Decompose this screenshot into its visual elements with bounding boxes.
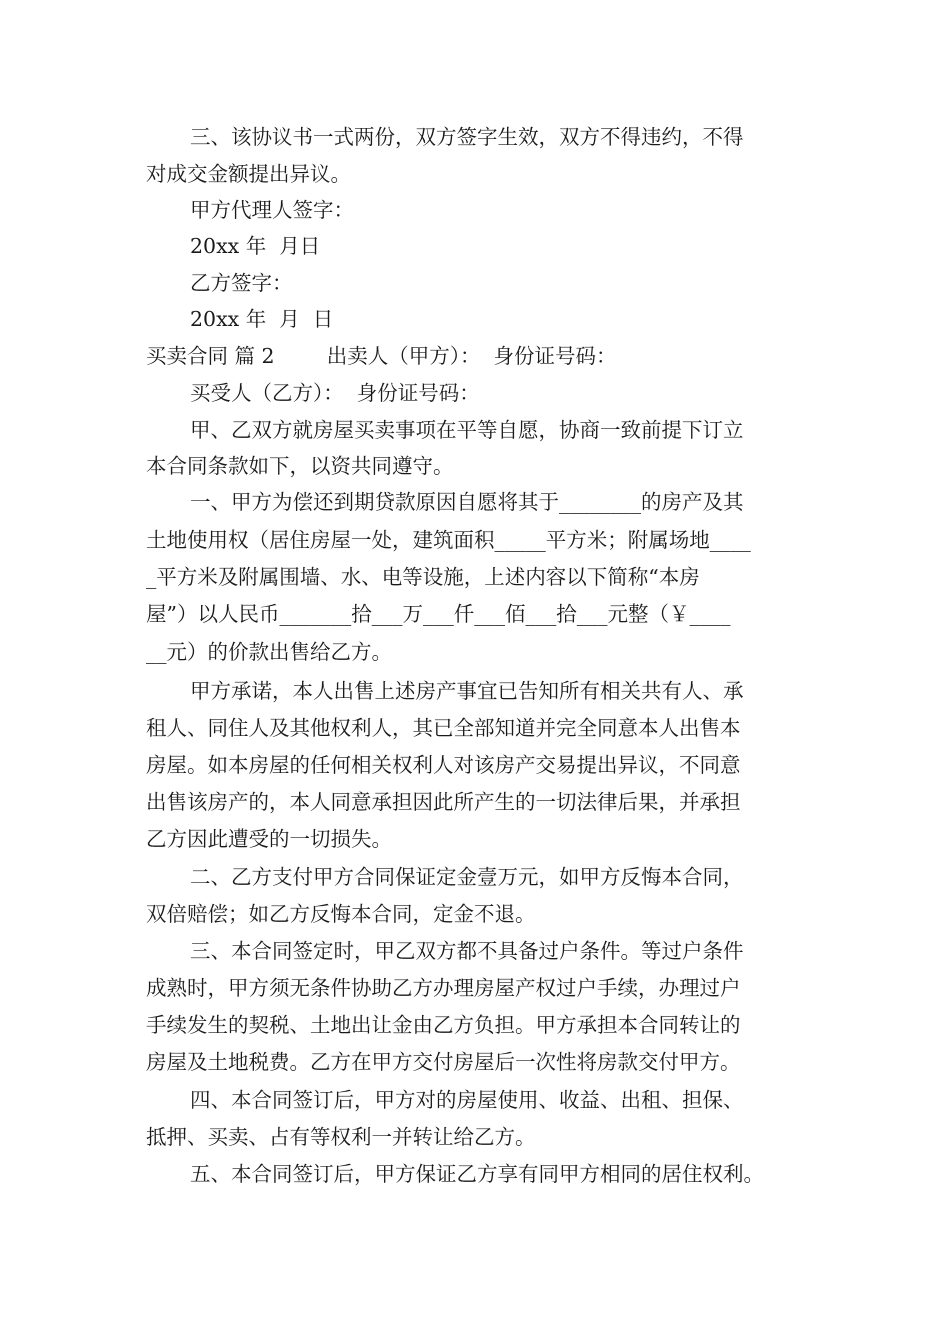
text-line: 甲、乙双方就房屋买卖事项在平等自愿，协商一致前提下订立 (190, 418, 744, 442)
text-line: 20xx 年 月日 (190, 234, 321, 258)
text-line: 房屋及土地税费。乙方在甲方交付房屋后一次性将房款交付甲方。 (146, 1050, 741, 1074)
text-line: 20xx 年 月 日 (190, 307, 334, 331)
text-line: 二、乙方支付甲方合同保证定金壹万元，如甲方反悔本合同， (190, 865, 744, 889)
text-line: 抵押、买卖、占有等权利一并转让给乙方。 (146, 1125, 536, 1149)
text-line: 出售该房产的，本人同意承担因此所产生的一切法律后果，并承担 (146, 790, 741, 814)
text-line: 双倍赔偿；如乙方反悔本合同，定金不退。 (146, 902, 536, 926)
text-line: 屋”）以人民币_______拾___万___仟___佰___拾___元整（￥____ (146, 602, 731, 626)
text-line: 五、本合同签订后，甲方保证乙方享有同甲方相同的居住权利。 (190, 1162, 764, 1186)
text-line: 一、甲方为偿还到期贷款原因自愿将其于________的房产及其 (190, 490, 744, 514)
text-line: 三、该协议书一式两份，双方签字生效，双方不得违约，不得 (190, 125, 744, 149)
section-heading-line: 买卖合同 篇 2 出卖人（甲方）： 身份证号码： (146, 344, 617, 368)
text-line: 乙方签字： (190, 271, 293, 295)
text-line: 成熟时，甲方须无条件协助乙方办理房屋产权过户手续，办理过户 (146, 976, 741, 1000)
text-line: 租人、同住人及其他权利人，其已全部知道并完全同意本人出售本 (146, 716, 741, 740)
text-line: 三、本合同签定时，甲乙双方都不具备过户条件。等过户条件 (190, 939, 744, 963)
text-line: __元）的价款出售给乙方。 (146, 640, 392, 664)
text-line: _平方米及附属围墙、水、电等设施，上述内容以下简称“本房 (146, 565, 700, 589)
text-line: 房屋。如本房屋的任何相关权利人对该房产交易提出异议，不同意 (146, 753, 741, 777)
text-line: 土地使用权（居住房屋一处，建筑面积_____平方米；附属场地____ (146, 528, 751, 552)
text-line: 手续发生的契税、土地出让金由乙方负担。甲方承担本合同转让的 (146, 1013, 741, 1037)
text-line: 四、本合同签订后，甲方对的房屋使用、收益、出租、担保、 (190, 1088, 744, 1112)
text-line: 买受人（乙方）： 身份证号码： (190, 381, 480, 405)
text-line: 本合同条款如下，以资共同遵守。 (146, 454, 454, 478)
text-line: 甲方承诺，本人出售上述房产事宜已告知所有相关共有人、承 (190, 679, 744, 703)
text-line: 甲方代理人签字： (190, 198, 354, 222)
text-line: 对成交金额提出异议。 (146, 162, 351, 186)
text-line: 乙方因此遭受的一切损失。 (146, 827, 392, 851)
